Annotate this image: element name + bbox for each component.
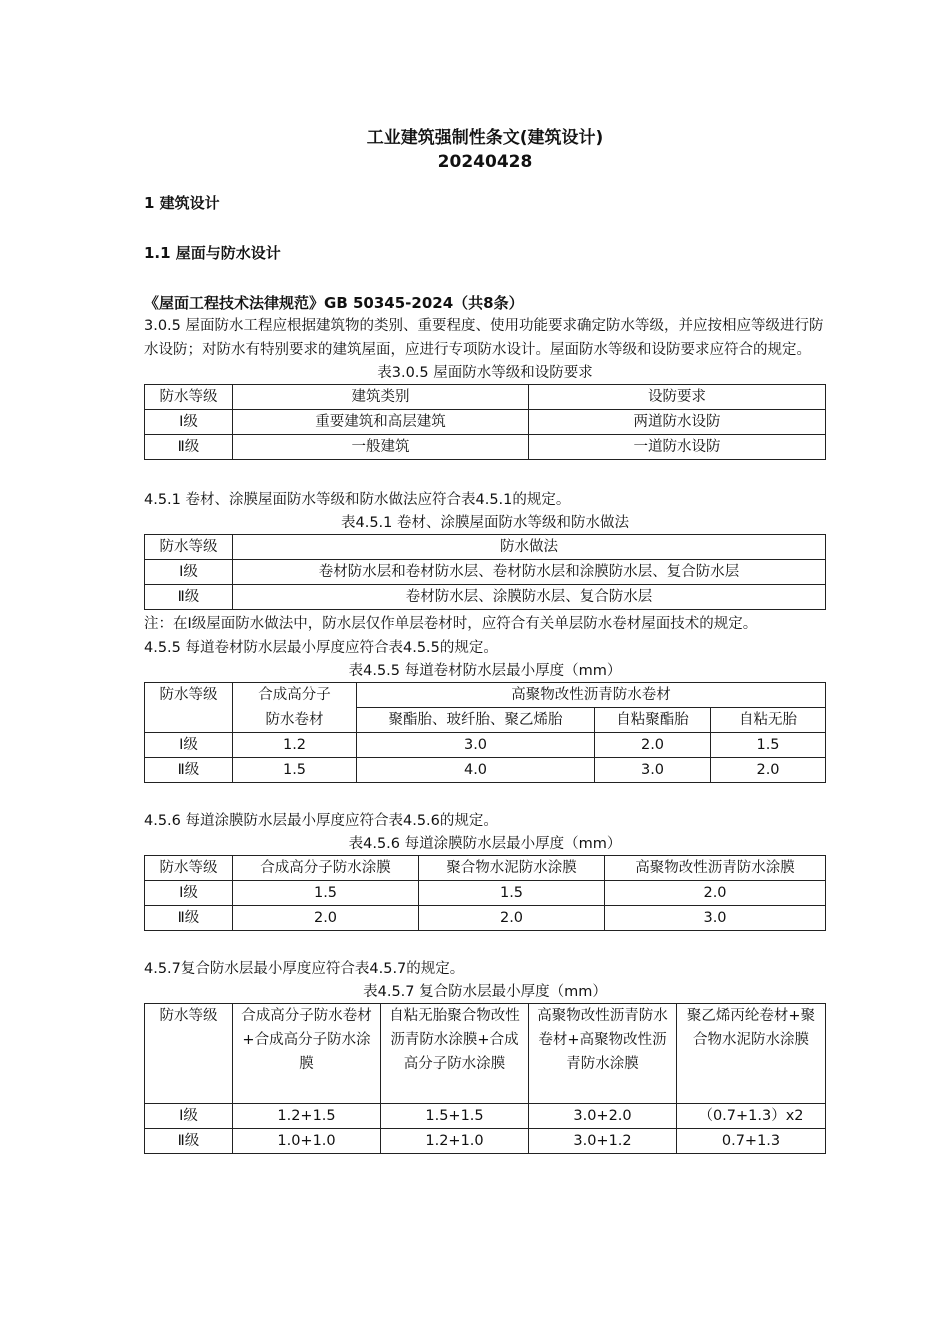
table-cell: 3.0 xyxy=(595,758,711,783)
table-4-5-5-caption: 表4.5.5 每道卷材防水层最小厚度（mm） xyxy=(348,663,622,679)
section-heading-1: 1 建筑设计 xyxy=(144,194,220,212)
clause-4-5-5: 4.5.5 每道卷材防水层最小厚度应符合表4.5.5的规定。 xyxy=(144,640,498,656)
table-3-0-5 xyxy=(144,384,826,460)
table-row xyxy=(145,1104,826,1129)
table-header-row xyxy=(145,1004,826,1104)
table-header-row xyxy=(145,683,826,708)
table-4-5-6 xyxy=(144,855,826,931)
table-cell: Ⅱ级 xyxy=(145,758,233,783)
table-cell: Ⅰ级 xyxy=(145,560,233,585)
header-cell: 聚酯胎、玻纤胎、聚乙烯胎 xyxy=(357,708,595,733)
table-cell: 1.2+1.0 xyxy=(381,1129,529,1154)
table-cell: Ⅱ级 xyxy=(145,1129,233,1154)
header-cell: 聚合物水泥防水涂膜 xyxy=(419,856,605,881)
table-row xyxy=(145,733,826,758)
table-cell: 卷材防水层和卷材防水层、卷材防水层和涂膜防水层、复合防水层 xyxy=(233,560,826,585)
table-3-0-5-caption: 表3.0.5 屋面防水等级和设防要求 xyxy=(377,365,593,381)
table-cell: Ⅱ级 xyxy=(145,435,233,460)
table-cell: 卷材防水层、涂膜防水层、复合防水层 xyxy=(233,585,826,610)
spec-title: 《屋面工程技术法律规范》GB 50345-2024（共8条） xyxy=(144,294,524,312)
table-cell: Ⅱ级 xyxy=(145,906,233,931)
header-cell: 防水等级 xyxy=(145,856,233,881)
table-cell: Ⅰ级 xyxy=(145,881,233,906)
table-4-5-7-caption: 表4.5.7 复合防水层最小厚度（mm） xyxy=(363,984,607,1000)
table-cell: 1.2+1.5 xyxy=(233,1104,381,1129)
table-row xyxy=(145,585,826,610)
clause-4-5-7: 4.5.7复合防水层最小厚度应符合表4.5.7的规定。 xyxy=(144,961,465,977)
table-4-5-7 xyxy=(144,1003,826,1154)
header-cell: 防水卷材 xyxy=(233,708,357,733)
table-4-5-1-note: 注：在Ⅰ级屋面防水做法中，防水层仅作单层卷材时，应符合有关单层防水卷材屋面技术的规定。 xyxy=(144,616,758,632)
header-cell: 防水等级 xyxy=(145,1004,233,1104)
table-cell: 1.5 xyxy=(419,881,605,906)
table-header-row xyxy=(145,856,826,881)
table-row xyxy=(145,560,826,585)
table-4-5-6-caption: 表4.5.6 每道涂膜防水层最小厚度（mm） xyxy=(348,836,622,852)
table-cell: 一般建筑 xyxy=(233,435,529,460)
header-cell: 合成高分子防水卷材+合成高分子防水涂膜 xyxy=(233,1004,381,1104)
clause-4-5-6: 4.5.6 每道涂膜防水层最小厚度应符合表4.5.6的规定。 xyxy=(144,813,498,829)
header-cell: 自粘无胎聚合物改性沥青防水涂膜+合成高分子防水涂膜 xyxy=(381,1004,529,1104)
table-cell: 0.7+1.3 xyxy=(677,1129,826,1154)
table-cell: 2.0 xyxy=(711,758,826,783)
table-header-row xyxy=(145,385,826,410)
header-cell: 高聚物改性沥青防水卷材+高聚物改性沥青防水涂膜 xyxy=(529,1004,677,1104)
table-header-row xyxy=(145,535,826,560)
table-cell: Ⅰ级 xyxy=(145,410,233,435)
table-4-5-5 xyxy=(144,682,826,783)
header-cell: 建筑类别 xyxy=(233,385,529,410)
header-cell: 自粘无胎 xyxy=(711,708,826,733)
table-cell: 重要建筑和高层建筑 xyxy=(233,410,529,435)
table-cell: 2.0 xyxy=(595,733,711,758)
header-cell: 防水等级 xyxy=(145,535,233,560)
table-row xyxy=(145,435,826,460)
table-cell: 2.0 xyxy=(233,906,419,931)
header-cell: 自粘聚酯胎 xyxy=(595,708,711,733)
table-cell: 2.0 xyxy=(419,906,605,931)
header-cell: 高聚物改性沥青防水卷材 xyxy=(357,683,826,708)
doc-date: 20240428 xyxy=(437,152,533,172)
clause-4-5-1: 4.5.1 卷材、涂膜屋面防水等级和防水做法应符合表4.5.1的规定。 xyxy=(144,492,571,508)
table-4-5-1 xyxy=(144,534,826,610)
header-cell: 防水等级 xyxy=(145,683,233,733)
header-cell: 合成高分子 xyxy=(233,683,357,708)
table-cell: 1.0+1.0 xyxy=(233,1129,381,1154)
document-page xyxy=(144,120,826,1154)
table-cell: 3.0 xyxy=(605,906,826,931)
table-cell: 1.5 xyxy=(711,733,826,758)
table-cell: 一道防水设防 xyxy=(529,435,826,460)
table-row xyxy=(145,1129,826,1154)
table-cell: 两道防水设防 xyxy=(529,410,826,435)
table-cell: Ⅱ级 xyxy=(145,585,233,610)
table-cell: 2.0 xyxy=(605,881,826,906)
header-cell: 高聚物改性沥青防水涂膜 xyxy=(605,856,826,881)
table-cell: 1.2 xyxy=(233,733,357,758)
table-row xyxy=(145,906,826,931)
table-cell: Ⅰ级 xyxy=(145,1104,233,1129)
doc-title: 工业建筑强制性条文(建筑设计) xyxy=(366,128,604,148)
table-cell: 1.5 xyxy=(233,758,357,783)
header-cell: 防水做法 xyxy=(233,535,826,560)
table-row xyxy=(145,881,826,906)
table-row xyxy=(145,758,826,783)
table-cell: Ⅰ级 xyxy=(145,733,233,758)
table-row xyxy=(145,410,826,435)
section-heading-1-1: 1.1 屋面与防水设计 xyxy=(144,244,281,262)
table-cell: 1.5+1.5 xyxy=(381,1104,529,1129)
header-cell: 合成高分子防水涂膜 xyxy=(233,856,419,881)
table-cell: 3.0 xyxy=(357,733,595,758)
table-cell: 4.0 xyxy=(357,758,595,783)
table-cell: 1.5 xyxy=(233,881,419,906)
table-header-row xyxy=(145,708,826,733)
clause-3-0-5: 3.0.5 屋面防水工程应根据建筑物的类别、重要程度、使用功能要求确定防水等级，并应按相应等级进行防水设防；对防水有特别要求的建筑屋面，应进行专项防水设计。屋面防水等级和设防要求应符合的规定。 xyxy=(144,318,824,358)
header-cell: 防水等级 xyxy=(145,385,233,410)
table-cell: 3.0+1.2 xyxy=(529,1129,677,1154)
header-cell: 设防要求 xyxy=(529,385,826,410)
table-cell: （0.7+1.3）x2 xyxy=(677,1104,826,1129)
table-4-5-1-caption: 表4.5.1 卷材、涂膜屋面防水等级和防水做法 xyxy=(340,515,629,531)
table-cell: 3.0+2.0 xyxy=(529,1104,677,1129)
header-cell: 聚乙烯丙纶卷材+聚合物水泥防水涂膜 xyxy=(677,1004,826,1104)
